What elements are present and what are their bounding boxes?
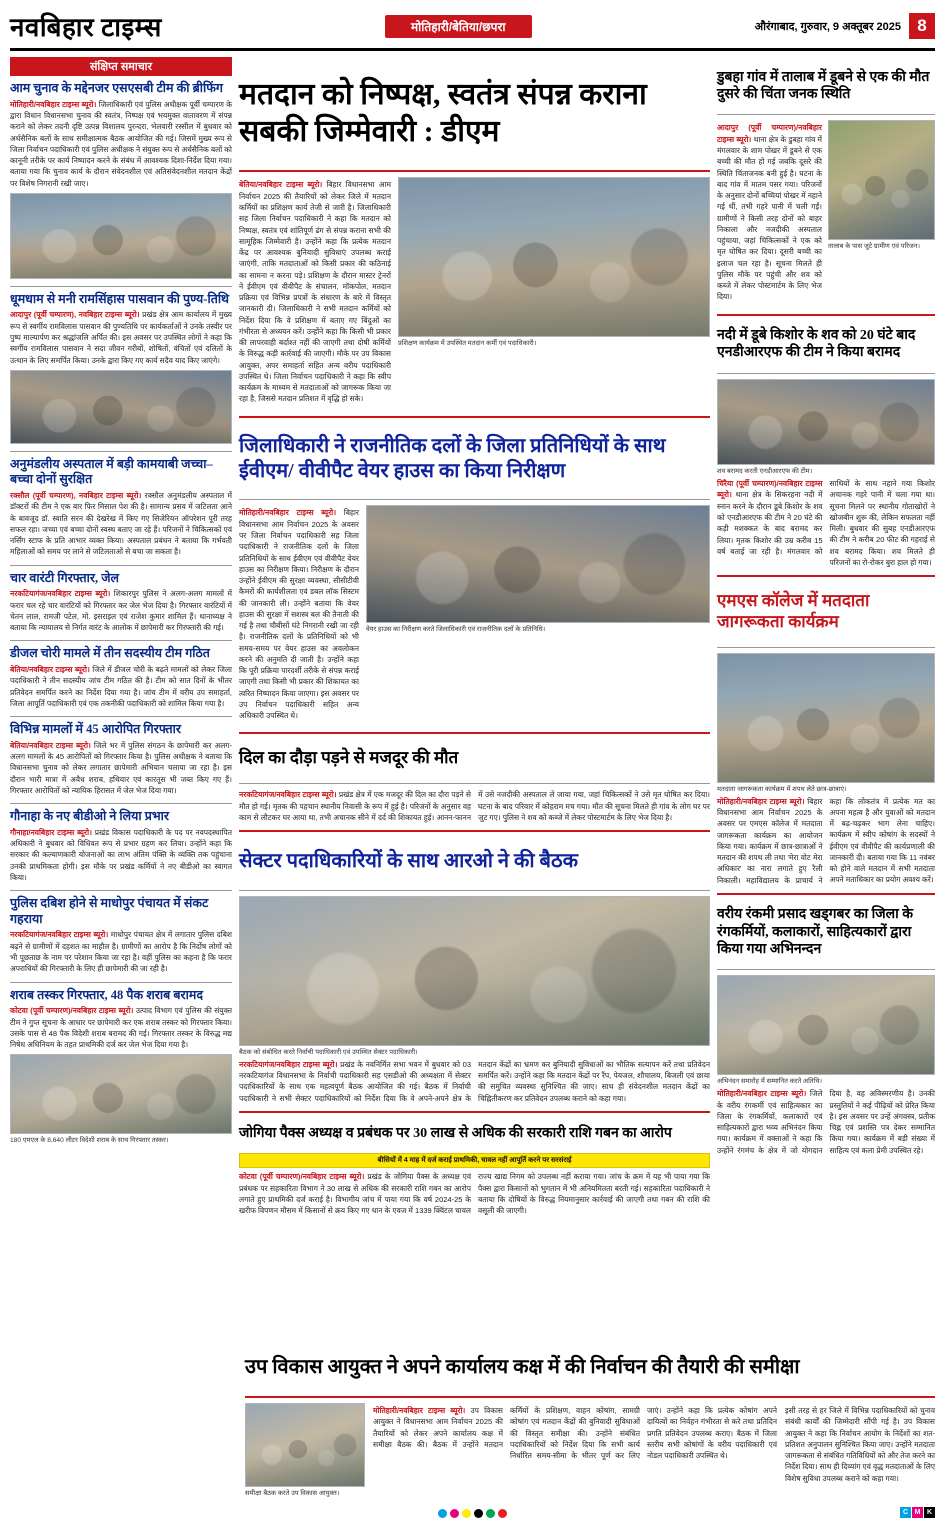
article-text: थाना क्षेत्र के सिकरहना नदी में स्नान करने के दौरान डूबे किशोर के शव को एनडीआरएफ की टीम ने 20 घंटे की कड़ी मशक्कत के बाद बरामद कर लिया। मृतक किशोर की उम्र करीब 15 वर्ष बताई जा रही है। मंगलवार को साथियों के साथ नहाने गया किशोर अचानक गहरे पानी में चला गया था। सूचना मिलने पर स्थानीय गोताखोरों ने खोजबीन शुरू की, लेकिन सफलता नहीं मिली। बुधवार की सुबह एनडीआरएफ की टीम ने करीब 20 फीट की गहराई से शव बरामद किया। शव मिलते ही परिजनों का रो-रोकर बुरा हाल हो गया। <box>717 479 935 567</box>
brief-item <box>10 722 232 796</box>
article-headline: जिलाधिकारी ने राजनीतिक दलों के जिला प्रतिनिधियों के साथ ईवीएम/ वीवीपैट वेयर हाउस का किया निरीक्षण <box>239 435 666 482</box>
article-photo <box>239 896 710 1046</box>
article-headline: सेक्टर पदाधिकारियों के साथ आरओ ने की बैठक <box>239 849 578 872</box>
lead-text: बिहार विधानसभा आम निर्वाचन 2025 की तैयारियों को लेकर जिले में मतदान कर्मियों का प्रशिक्षण कार्य तेजी से जारी है। जिलाधिकारी सह जिला निर्वाचन पदाधिकारी ने कहा कि मतदान को निष्पक्ष, स्वतंत्र एवं शांतिपूर्ण ढंग से संपन्न कराना सभी की सामूहिक जिम्मेवारी है। उन्होंने कहा कि प्रत्येक मतदान केंद्र पर आवश्यक बुनियादी सुविधाएं उपलब्ध कराई जाएंगी, ताकि मतदाताओं को किसी प्रकार की कठिनाई का सामना न करना पड़े। प्रशिक्षण के दौरान मास्टर ट्रेनरों ने ईवीएम एवं वीवीपैट के संचालन, मॉकपोल, मतदान प्रक्रिया एवं विभिन्न प्रपत्रों के संधारण के बारे में विस्तृत जानकारी दी। जिलाधिकारी ने सभी मतदान कर्मियों को निर्देश दिया कि वे प्रशिक्षण में बताए गए बिंदुओं का गंभीरता से अध्ययन करें। उन्होंने कहा कि किसी भी प्रकार की लापरवाही बर्दाश्त नहीं की जाएगी तथा दोषी कर्मियों के विरुद्ध कड़ी कार्रवाई की जाएगी। मौके पर उप विकास आयुक्त, अपर समाहर्ता सहित अन्य वरीय पदाधिकारी उपस्थित थे। जिला निर्वाचन पदाधिकारी ने कहा कि स्वीप कार्यक्रम के माध्यम से मतदाताओं को जागरूक किया जा रहा है, जिससे मतदान प्रतिशत में वृद्धि हो सके। <box>239 180 391 404</box>
photo-caption: समीक्षा बैठक करते उप विकास आयुक्त। <box>245 1490 340 1497</box>
brief-photo <box>10 1054 232 1134</box>
article-ndrf-recovery <box>717 327 935 568</box>
divider <box>10 890 232 891</box>
article-kicker: बीसियों में 4 माह में दर्ज कराई प्राथमिकी, चावल नहीं आपूर्ति करने पर सरसंराई <box>239 1153 710 1168</box>
article-photo <box>717 653 935 783</box>
brief-byline: बेतिया/नवबिहार टाइम्स ब्यूरो। <box>10 740 91 750</box>
article-headline: जोगिया पैक्स अध्यक्ष व प्रबंधक पर 30 लाख से अधिक की सरकारी राशि गबन का आरोप <box>239 1125 672 1141</box>
photo-caption: बैठक को संबोधित करते निर्वाची पदाधिकारी एवं उपस्थित सेक्टर पदाधिकारी। <box>239 1048 418 1056</box>
newspaper-title: नवबिहार टाइम्स <box>10 13 162 42</box>
article-headline: दिल का दौड़ा पड़ने से मजदूर की मौत <box>239 748 459 768</box>
brief-byline: आदापुर (पूर्वी चम्पारण), नवबिहार टाइम्स ब्यूरो। <box>10 310 140 320</box>
brief-item <box>10 646 232 709</box>
color-registration-bar <box>0 1506 945 1520</box>
divider <box>10 286 232 287</box>
registration-dot-magenta <box>450 1509 459 1518</box>
registration-dot-red <box>498 1509 507 1518</box>
brief-photo <box>10 193 232 279</box>
brief-byline: गौनाहा/नवबिहार टाइम्स ब्यूरो। <box>10 827 92 837</box>
photo-caption: तालाब के पास जुटे ग्रामीण एवं परिजन। <box>828 243 920 251</box>
photo-caption: शव बरामद करती एनडीआरएफ की टीम। <box>717 468 813 476</box>
divider <box>239 830 710 832</box>
brief-headline: शराब तस्कर गिरफ्तार, 48 पैक शराब बरामद <box>10 987 203 1002</box>
photo-caption: मतदाता जागरूकता कार्यक्रम में शपथ लेते छात्र-छात्राएं। <box>717 785 847 793</box>
divider <box>10 640 232 641</box>
article-text: जिले के वरीय रंगकर्मी एवं साहित्यकार का जिला के रंगकर्मियों, कलाकारों एवं साहित्यकारों द्वारा भव्य अभिनंदन किया गया। कार्यक्रम में वक्ताओं ने कहा कि उन्होंने रंगमंच के क्षेत्र में जो योगदान दिया है, वह अविस्मरणीय है। उनकी प्रस्तुतियों ने कई पीढ़ियों को प्रेरित किया है। इस अवसर पर उन्हें अंगवस्त्र, प्रतीक चिह्न एवं प्रशस्ति पत्र देकर सम्मानित किया गया। कार्यक्रम में बड़ी संख्या में साहित्य एवं कला प्रेमी उपस्थित रहे। <box>717 1089 935 1155</box>
divider <box>717 969 935 970</box>
divider <box>239 732 710 734</box>
brief-text: माधोपुर पंचायत क्षेत्र में लगातार पुलिस दबिश बढ़ने से ग्रामीणों में दहशत का माहौल है। ग्रामीणों का आरोप है कि निर्दोष लोगों को भी पूछताछ के नाम पर परेशान किया जा रहा है। वहीं पुलिस का कहना है कि फरार अपराधियों की गिरफ्तारी के लिए ही छापेमारी की जा रही है। <box>10 930 232 974</box>
article-photo <box>717 975 935 1075</box>
divider <box>717 893 935 895</box>
lead-byline: बेतिया/नवबिहार टाइम्स ब्यूरो। <box>239 180 323 190</box>
divider <box>239 499 710 500</box>
article-byline: नरकटियागंज/नवबिहार टाइम्स ब्यूरो। <box>239 790 337 800</box>
article-byline: कोटवा (पूर्वी चम्पारण)/नवबिहार टाइम्स ब्यूरो। <box>239 1172 365 1182</box>
article-byline: आदापुर (पूर्वी चम्पारण)/नवबिहार टाइम्स ब्यूरो। <box>717 123 822 144</box>
photo-caption: प्रशिक्षण कार्यक्रम में उपस्थित मतदान कर्मी एवं पदाधिकारी। <box>398 340 537 348</box>
photo-caption: 180 एमएल के 8,640 लीटर विदेशी शराब के साथ गिरफ्तार तस्कर। <box>10 1137 169 1145</box>
divider <box>717 575 935 577</box>
brief-item <box>10 81 232 279</box>
divider <box>239 170 710 172</box>
bottom-headline: उप विकास आयुक्त ने अपने कार्यालय कक्ष में की निर्वाचन की तैयारी की समीक्षा <box>245 1356 800 1379</box>
brief-byline: नरकटियागंज/नवबिहार टाइम्स ब्यूरो। <box>10 589 111 599</box>
section-header-briefs: संक्षिप्त समाचार <box>10 57 232 76</box>
lead-photo <box>398 177 710 337</box>
divider <box>239 1111 710 1113</box>
bottom-photo <box>245 1403 365 1487</box>
brief-photo <box>10 370 232 444</box>
brief-byline: रक्सौल (पूर्वी चम्पारण), नवबिहार टाइम्स ब्यूरो। <box>10 491 142 501</box>
photo-caption: अभिनंदन समारोह में सम्मानित करते अतिथि। <box>717 1078 822 1086</box>
page-body <box>10 57 935 1512</box>
brief-headline: अनुमंडलीय अस्पताल में बड़ी कामयाबी जच्चा–बच्चा दोनों सुरक्षित <box>10 456 213 487</box>
article-byline: मोतिहारी/नवबिहार टाइम्स ब्यूरो। <box>717 1089 807 1099</box>
article-byline: नरकटियागंज/नवबिहार टाइम्स ब्यूरो। <box>239 1059 338 1069</box>
article-text: प्रखंड के जोगिया पैक्स के अध्यक्ष एवं प्रबंधक पर सहकारिता विभाग ने 30 लाख से अधिक की सरकारी राशि गबन का आरोप लगाते हुए प्राथमिकी दर्ज कराई है। विभागीय जांच में पाया गया कि वर्ष 2024-25 के खरीफ विपणन मौसम में किसानों से क्रय किए गए धान के एवज में 1339 क्विंटल चावल राज्य खाद्य निगम को उपलब्ध नहीं कराया गया। जांच के क्रम में यह भी पाया गया कि पैक्स द्वारा किसानों को भुगतान में भी अनियमितता बरती गई। सहकारिता पदाधिकारी ने बताया कि दोषियों के विरुद्ध नियमानुसार कार्रवाई की जाएगी तथा गबन की राशि की वसूली की जाएगी। <box>239 1172 710 1216</box>
article-text: प्रखंड क्षेत्र में एक मजदूर की दिल का दौरा पड़ने से मौत हो गई। मृतक की पहचान स्थानीय निवासी के रूप में हुई है। परिजनों के अनुसार वह काम से लौटकर घर आया था, तभी अचानक सीने में दर्द की शिकायत हुई। आनन-फानन में उसे नजदीकी अस्पताल ले जाया गया, जहां चिकित्सकों ने उसे मृत घोषित कर दिया। घटना के बाद परिवार में कोहराम मच गया। मौत की सूचना मिलते ही गांव के लोग घर पर जुट गए। पुलिस ने शव को कब्जे में लेकर पोस्टमार्टम के लिए भेज दिया है। <box>239 790 710 822</box>
masthead-right <box>755 13 935 39</box>
article-text: प्रखंड के नवनिर्मित सभा भवन में बुधवार को 03 नरकटियागंज विधानसभा के निर्वाची पदाधिकारी सह एसडीओ की अध्यक्षता में सेक्टर पदाधिकारियों के साथ एक महत्वपूर्ण बैठक आयोजित की गई। बैठक में निर्वाची पदाधिकारी ने सभी सेक्टर पदाधिकारियों को निर्देश दिया कि वे अपने-अपने क्षेत्र के मतदान केंद्रों का भ्रमण कर बुनियादी सुविधाओं का भौतिक सत्यापन करें तथा प्रतिवेदन समर्पित करें। उन्होंने कहा कि मतदान केंद्रों पर रैंप, पेयजल, शौचालय, बिजली एवं छाया की समुचित व्यवस्था सुनिश्चित की जाए। साथ ही संवेदनशील मतदान केंद्रों का चिह्नितीकरण कर प्रतिवेदन उपलब्ध कराने को कहा गया। <box>239 1059 710 1103</box>
brief-text: रक्सौल अनुमंडलीय अस्पताल में डॉक्टरों की टीम ने एक बार फिर मिसाल पेश की है। सामान्य प्रसव में जटिलता आने के बावजूद डॉ. स्वाति सरन की देखरेख में किए गए सिजेरियन ऑपरेशन पूरी तरह सफल रहा। जच्चा एवं बच्चा दोनों स्वस्थ बताए जा रहे हैं। परिजनों ने चिकित्सकों एवं नर्सिंग स्टाफ के प्रति आभार व्यक्त किया। अस्पताल प्रबंधन ने बताया कि गर्भवती महिलाओं को समय पर लाने से जटिलताओं से बचा जा सकता है। <box>10 491 232 557</box>
article-headline: डुबहा गांव में तालाब में डूबने से एक की मौत दुसरे की चिंता जनक स्थिति <box>717 69 930 102</box>
brief-headline: धूमधाम से मनी रामसिंहास पासवान की पुण्य-तिथि <box>10 291 230 306</box>
edition-badge: मोतिहारी/बेतिया/छपरा <box>385 15 532 38</box>
article-headline: नदी में डूबे किशोर के शव को 20 घंटे बाद एनडीआरएफ की टीम ने किया बरामद <box>717 328 916 361</box>
brief-text: जिले भर में पुलिस संगठन के छापेमारी कर अलग-अलग मामलों के 45 आरोपितों को गिरफ्तार किया है। पुलिस अधीक्षक ने बताया कि विधानसभा चुनाव को लेकर लगातार छापेमारी अभियान चलाया जा रहा है। इस दौरान भारी मात्रा में अवैध शराब, हथियार एवं कारतूस भी जब्त किए गए हैं। गिरफ्तार आरोपितों को न्यायिक हिरासत में जेल भेज दिया गया। <box>10 740 233 795</box>
registration-dot-green <box>486 1509 495 1518</box>
bottom-article <box>245 1338 935 1498</box>
brief-text: उत्पाद विभाग एवं पुलिस की संयुक्त टीम ने गुप्त सूचना के आधार पर छापेमारी कर एक शराब तस्कर को गिरफ्तार किया। उसके पास से 48 पैक विदेशी शराब बरामद की गई। गिरफ्तार तस्कर के विरुद्ध मद्य निषेध अधिनियम के तहत प्राथमिकी दर्ज कर जेल भेज दिया गया है। <box>10 1006 232 1050</box>
brief-headline: पुलिस दबिश होने से माधोपुर पंचायत में संकट गहराया <box>10 896 209 926</box>
bottom-byline: मोतिहारी/नवबिहार टाइम्स ब्यूरो। <box>373 1406 466 1415</box>
masthead <box>10 8 935 51</box>
article-pacs-embezzlement <box>239 1125 710 1217</box>
divider <box>717 114 935 115</box>
article-photo <box>366 505 710 623</box>
left-column <box>10 57 232 1512</box>
divider <box>10 565 232 566</box>
brief-text: जिलाधिकारी एवं पुलिस अधीक्षक पूर्वी चम्पारण के द्वारा विधान विधानसभा चुनाव की स्वतंत्र, निष्पक्ष एवं भयमुक्त वातावरण में संपन्न कराने को लेकर तदनी दृष्टि उत्पन्न विशालय पुरन्दरा, भेलवारी रस्सील में बुधवार को अर्धसैनिक बलों के साथ समीक्षात्मक बैठक आयोजित की गई। जिसमें मुख्य रूप से जिला निर्वाचन पदाधिकारी एवं पुलिस अधीक्षक ने संयुक्त रूप से अर्धसैनिक बलों को कानूनी तरीके पर कार्य निष्पादन करने के संबंध में आवश्यक दिशा-निर्देश दिया गया। बताया गया कि चुनाव कार्य के दौरान संवेदनशील एवं अतिसंवेदनशील मतदान केंद्रों पर विशेष निगरानी रखी जाए। <box>10 99 232 188</box>
article-byline: मोतिहारी/नवबिहार टाइम्स ब्यूरो। <box>239 508 337 518</box>
divider <box>239 783 710 784</box>
lead-headline: मतदान को निष्पक्ष, स्वतंत्र संपन्न कराना सबकी जिम्मेवारी : डीएम <box>239 78 647 148</box>
brief-text: प्रखंड विकास पदाधिकारी के पद पर नवपदस्थापित अधिकारी ने बुधवार को विधिवत रूप से प्रभार ग्रहण कर लिया। उन्होंने कहा कि सरकार की कल्याणकारी योजनाओं का लाभ अंतिम पंक्ति के व्यक्ति तक पहुंचाना उनकी प्राथमिकता होगी। इस मौके पर प्रखंड कर्मियों ने नए बीडीओ का स्वागत किया। <box>10 827 232 882</box>
article-byline: मोतिहारी/नवबिहार टाइम्स ब्यूरो। <box>717 796 805 806</box>
dateline: औरंगाबाद, गुरुवार, 9 अक्तूबर 2025 <box>754 20 901 33</box>
article-voter-awareness <box>717 591 935 886</box>
divider <box>717 314 935 316</box>
brief-text: जिले में डीजल चोरी के बढ़ते मामलों को लेकर जिला पदाधिकारी ने तीन सदस्यीय जांच टीम गठित की है। टीम को सात दिनों के भीतर प्रतिवेदन समर्पित करने का निर्देश दिया गया है। जांच टीम में वरीय उप समाहर्ता, जिला आपूर्ति पदाधिकारी एवं एक तकनीकी पदाधिकारी को शामिल किया गया है। <box>10 665 233 708</box>
brief-headline: डीजल चोरी मामले में तीन सदस्यीय टीम गठित <box>10 646 210 661</box>
brief-byline: बेतिया/नवबिहार टाइम्स ब्यूरो। <box>10 665 90 675</box>
divider <box>245 1396 935 1398</box>
brief-byline: नरकटियागंज/नवबिहार टाइम्स ब्यूरो। <box>10 930 109 940</box>
brief-text: प्रखंड क्षेत्र आम कार्यालय में मुख्य रूप से स्वर्गीय रामविलास पासवान की पुण्यतिथि पर कार्यकर्ताओं ने उनके तस्वीर पर पुष्प माल्यार्पण कर श्रद्धांजलि अर्पित की। इस अवसर पर उपस्थित लोगों ने कहा कि स्वर्गीय रामविलास पासवान ने सदा जीवन गरीबों, शोषितों, वंचितों एवं दलितों के उत्थान के लिए समर्पित किया। उनके द्वारा किए गए कार्य सदैव याद किए जाएंगे। <box>10 310 232 365</box>
article-byline: चिरैया (पूर्वी चम्पारण)/नवबिहार टाइम्स ब्यूरो। <box>717 479 823 500</box>
cmyk-k: K <box>924 1507 935 1518</box>
registration-dot-cyan <box>438 1509 447 1518</box>
cmyk-c: C <box>900 1507 911 1518</box>
brief-byline: कोटवा (पूर्वी चम्पारण)/नवबिहार टाइम्स ब्यूरो। <box>10 1006 134 1016</box>
divider <box>717 373 935 374</box>
brief-headline: गौनाहा के नए बीडीओ ने लिया प्रभार <box>10 809 170 824</box>
article-text: थाना क्षेत्र के डुबहा गांव में मंगलवार के शाम पोखर में डूबने से एक बच्ची की मौत हो गई जबकि दूसरे की स्थिति चिंताजनक बनी हुई है। घटना के बाद गांव में मातम पसर गया। परिजनों के अनुसार दोनों बच्चियां पोखर में नहाने गई थीं, तभी गहरे पानी में चली गईं। ग्रामीणों ने किसी तरह दोनों को बाहर निकाला और नजदीकी अस्पताल पहुंचाया, जहां चिकित्सकों ने एक को मृत घोषित कर दिया। दूसरी बच्ची का इलाज चल रहा है। सूचना मिलते ही पुलिस मौके पर पहुंची और शव को कब्जे में लेकर पोस्टमार्टम के लिए भेज दिया। <box>717 134 823 302</box>
article-evm-inspection <box>239 434 710 725</box>
divider <box>10 982 232 983</box>
article-text: बिहार विधानसभा आम निर्वाचन 2025 के अवसर पर एमएस कॉलेज में मतदाता जागरूकता कार्यक्रम का आयोजन किया गया। कार्यक्रम में छात्र-छात्राओं ने मतदान की शपथ ली तथा 'मेरा वोट मेरा अधिकार' का नारा लगाते हुए रैली निकाली। महाविद्यालय के प्राचार्य ने कहा कि लोकतंत्र में प्रत्येक मत का अपना महत्व है और युवाओं को मतदान में बढ़-चढ़कर भाग लेना चाहिए। कार्यक्रम में स्वीप कोषांग के सदस्यों ने ईवीएम एवं वीवीपैट की कार्यप्रणाली की जानकारी दी। बताया गया कि 11 नवंबर को होने वाले मतदान में सभी मतदाता अपने मताधिकार का प्रयोग अवश्य करें। <box>717 796 935 885</box>
bottom-extra-text: इसी तरह से हर जिले में विभिन्न पदाधिकारियों को चुनाव संबंधी कार्यों की जिम्मेदारी सौंपी गई है। उप विकास आयुक्त ने कहा कि निर्वाचन आयोग के निर्देशों का शत-प्रतिशत अनुपालन सुनिश्चित किया जाए। उन्होंने मतदाता जागरूकता से संबंधित गतिविधियों को और तेज करने का निर्देश दिया। साथ ही दिव्यांग एवं वृद्ध मतदाताओं के लिए विशेष सुविधा उपलब्ध कराने को कहा गया। <box>785 1406 935 1483</box>
page-number: 8 <box>909 13 935 39</box>
article-sector-meeting <box>239 849 710 1104</box>
brief-item <box>10 988 232 1146</box>
article-photo <box>828 120 935 240</box>
article-photo <box>717 379 935 465</box>
article-labour-death <box>239 748 710 823</box>
divider <box>239 890 710 891</box>
article-text: बिहार विधानसभा आम निर्वाचन 2025 के अवसर पर जिला निर्वाचन पदाधिकारी सह जिला पदाधिकारी ने राजनीतिक दलों के जिला प्रतिनिधियों के साथ ईवीएम एवं वीवीपैट वेयर हाउस का निरीक्षण किया। निरीक्षण के दौरान उन्होंने ईवीएम की सुरक्षा व्यवस्था, सीसीटीवी कैमरों की कार्यशीलता एवं डबल लॉक सिस्टम की जानकारी ली। उन्होंने बताया कि वेयर हाउस की सुरक्षा में सशस्त्र बल की तैनाती की गई है तथा चौबीसों घंटे निगरानी रखी जा रही है। राजनीतिक दलों के प्रतिनिधियों को भी समय-समय पर वेयर हाउस का अवलोकन करने की अनुमति दी जाती है। उन्होंने कहा कि पूरी प्रक्रिया पारदर्शी तरीके से संपन्न कराई जाएगी तथा किसी भी प्रकार की शिकायत का त्वरित निष्पादन किया जाएगा। इस अवसर पर उप निर्वाचन पदाधिकारी सहित अन्य अधिकारी उपस्थित थे। <box>239 508 359 721</box>
brief-item <box>10 571 232 634</box>
brief-item <box>10 292 232 444</box>
right-column <box>717 57 935 1512</box>
main-column <box>239 57 710 1512</box>
brief-headline: विभिन्न मामलों में 45 आरोपित गिरफ्तार <box>10 722 182 737</box>
article-felicitation <box>717 906 935 1155</box>
brief-headline: चार वारंटी गिरफ्तार, जेल <box>10 570 119 585</box>
brief-item <box>10 896 232 974</box>
divider <box>239 416 710 418</box>
cmyk-m: M <box>912 1507 923 1518</box>
bottom-text: उप विकास आयुक्त ने विधानसभा आम निर्वाचन 2025 की तैयारियों को लेकर अपने कार्यालय कक्ष में समीक्षा बैठक की। बैठक में उन्होंने मतदान कर्मियों के प्रशिक्षण, वाहन कोषांग, सामग्री कोषांग एवं मतदान केंद्रों की बुनियादी सुविधाओं की विस्तृत समीक्षा की। उन्होंने संबंधित पदाधिकारियों को निर्देश दिया कि सभी कार्य निर्धारित समय-सीमा के भीतर पूर्ण कर लिए जाएं। उन्होंने कहा कि प्रत्येक कोषांग अपने दायित्वों का निर्वहन गंभीरता से करे तथा प्रतिदिन प्रगति प्रतिवेदन उपलब्ध कराए। बैठक में जिला स्तरीय सभी कोषांगों के वरीय पदाधिकारी एवं नोडल पदाधिकारी उपस्थित थे। <box>373 1406 777 1460</box>
divider <box>10 803 232 804</box>
article-headline: वरीय रंकमी प्रसाद खड्गबर का जिला के रंगकर्मियों, कलाकारों, साहित्यकारों द्वारा किया गया अभिनन्दन <box>717 907 914 957</box>
brief-item <box>10 457 232 558</box>
divider <box>10 716 232 717</box>
cmyk-marks <box>900 1507 935 1518</box>
lead-article <box>239 77 710 408</box>
brief-headline: आम चुनाव के मद्देनजर एसएसबी टीम की ब्रीफिंग <box>10 81 223 95</box>
registration-dot-yellow <box>462 1509 471 1518</box>
article-drowning <box>717 69 935 307</box>
registration-dot-black <box>474 1509 483 1518</box>
brief-byline: मोतिहारी/नवबिहार टाइम्स ब्यूरो। <box>10 99 97 109</box>
article-headline: एमएस कॉलेज में मतदाता जागरूकता कार्यक्रम <box>717 591 870 631</box>
divider <box>717 647 935 648</box>
divider <box>10 451 232 452</box>
brief-text: शिकारपुर पुलिस ने अलग-अलग मामलों में फरार चल रहे चार वारंटियों को गिरफ्तार कर जेल भेज दिया है। गिरफ्तार वारंटियों में चेतन लाल, रामजी पटेल, मो. इसराइल एवं राजेश कुमार शामिल हैं। थानाध्यक्ष ने बताया कि न्यायालय से निर्गत वारंट के आलोक में छापेमारी कर गिरफ्तारी की गई। <box>10 589 232 633</box>
brief-item <box>10 809 232 883</box>
photo-caption: वेयर हाउस का निरीक्षण करते जिलाधिकारी एवं राजनीतिक दलों के प्रतिनिधि। <box>366 626 546 634</box>
